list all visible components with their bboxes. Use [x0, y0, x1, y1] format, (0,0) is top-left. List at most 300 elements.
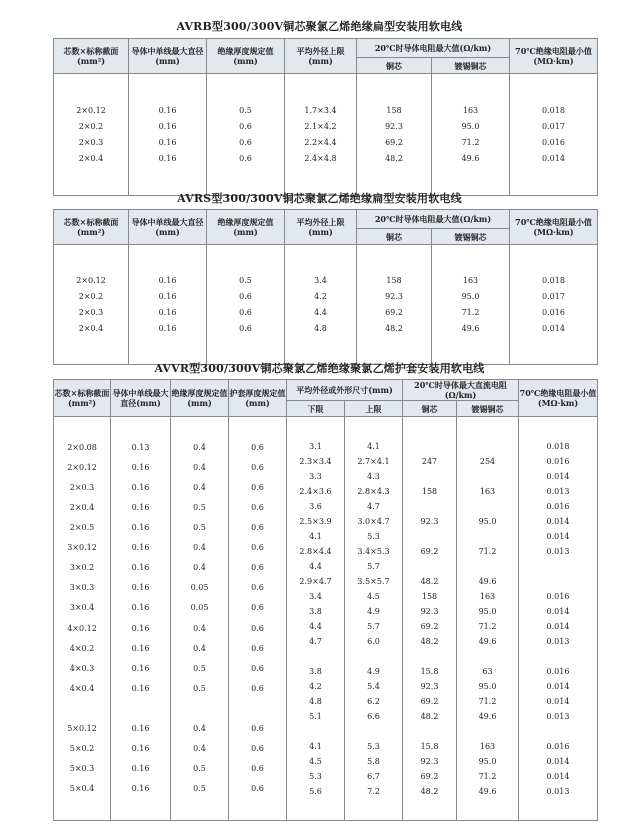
column-outer-diameter	[285, 245, 357, 365]
cell: 0.6	[251, 663, 264, 673]
cell	[403, 649, 456, 664]
cell: 0.016	[542, 307, 565, 317]
cell: 0.018	[546, 441, 570, 451]
cell: 0.6	[251, 784, 264, 794]
cell: 4×0.3	[69, 663, 95, 673]
cell: 0.014	[546, 771, 570, 781]
cell: 4.9	[367, 606, 380, 616]
cell: 0.16	[131, 683, 150, 693]
cell: 4×0.4	[69, 683, 95, 693]
header-insulation: 绝缘厚度规定值(mm)	[171, 380, 229, 417]
cell: 71.2	[461, 137, 480, 147]
cell: 0.6	[251, 502, 264, 512]
cell: 0.6	[239, 323, 252, 333]
cell: 15.8	[420, 741, 439, 751]
cell: 3×0.3	[69, 583, 95, 593]
cell: 0.4	[193, 643, 206, 653]
cell: 0.014	[546, 471, 570, 481]
cell: 0.4	[193, 723, 206, 733]
table2-title: AVRS型300/300V铜芯聚氯乙烯绝缘扁型安装用软电线	[177, 192, 462, 205]
cell	[171, 699, 228, 719]
cell: 2×0.2	[78, 121, 104, 131]
cell: 92.3	[420, 606, 439, 616]
header-resistance: 20℃时导体电阻最大值(Ω/km)	[357, 210, 510, 229]
cell	[457, 439, 518, 454]
header-section: 芯数×标称截面(mm²)	[54, 210, 129, 245]
cell: 0.5	[193, 502, 206, 512]
cell	[457, 499, 518, 514]
header-tinned-copper: 镀锡铜芯	[432, 58, 510, 74]
cell: 0.013	[546, 546, 570, 556]
cell: 4.8	[309, 696, 322, 706]
cell: 49.6	[461, 153, 480, 163]
cell: 5×0.12	[67, 723, 97, 733]
cell	[519, 559, 597, 574]
cell: 0.16	[158, 121, 177, 131]
cell	[287, 724, 344, 739]
cell: 2×0.4	[78, 153, 104, 163]
cell: 0.05	[190, 583, 209, 593]
cell: 0.6	[251, 643, 264, 653]
cell: 5×0.2	[69, 744, 95, 754]
cell: 0.014	[546, 681, 570, 691]
cell: 0.16	[131, 563, 150, 573]
cell: 4.9	[367, 666, 380, 676]
cell: 48.2	[385, 323, 403, 333]
cell: 2.4×3.6	[299, 486, 332, 496]
cell: 49.6	[478, 786, 497, 796]
cell: 0.4	[193, 563, 206, 573]
cell: 0.016	[546, 591, 570, 601]
cell: 0.5	[239, 105, 252, 115]
header-copper: 铜芯	[357, 229, 432, 245]
header-outer-diameter: 平均外径上限(mm)	[285, 39, 357, 74]
cell: 5×0.4	[69, 784, 95, 794]
cell: 0.16	[131, 723, 150, 733]
cell: 0.017	[542, 291, 565, 301]
cell	[403, 724, 456, 739]
cell: 0.6	[251, 563, 264, 573]
cell: 4.4	[309, 621, 322, 631]
header-copper: 铜芯	[357, 58, 432, 74]
cell: 0.6	[251, 482, 264, 492]
cell: 0.014	[546, 696, 570, 706]
cell: 0.5	[193, 764, 206, 774]
cell: 0.16	[131, 603, 150, 613]
column-diameter	[111, 417, 171, 821]
cell: 0.5	[193, 523, 206, 533]
cell: 163	[479, 486, 496, 496]
cell: 0.16	[131, 462, 150, 472]
cell: 0.16	[158, 291, 177, 301]
cell: 0.013	[546, 636, 570, 646]
cell: 49.6	[478, 636, 497, 646]
cell: 163	[479, 741, 496, 751]
cell: 15.8	[420, 666, 439, 676]
cell: 0.013	[546, 711, 570, 721]
cell: 0.16	[131, 623, 150, 633]
cell: 0.016	[546, 456, 570, 466]
cell	[111, 699, 170, 719]
column-diameter	[129, 74, 207, 196]
cell	[457, 559, 518, 574]
cell	[403, 559, 456, 574]
cell: 0.013	[546, 786, 570, 796]
cell: 0.05	[190, 603, 209, 613]
cell: 0.013	[546, 486, 570, 496]
cell: 3.4	[314, 275, 327, 285]
cell: 0.014	[542, 323, 565, 333]
column-upper	[345, 417, 403, 821]
cell: 92.3	[385, 291, 403, 301]
cell	[457, 529, 518, 544]
cell: 0.16	[131, 744, 150, 754]
cell: 0.6	[251, 623, 264, 633]
cell: 92.3	[420, 516, 439, 526]
cell: 0.6	[251, 583, 264, 593]
cell: 95.0	[478, 606, 497, 616]
cell	[403, 439, 456, 454]
header-insulation: 绝缘厚度规定值(mm)	[207, 210, 285, 245]
cell: 163	[462, 275, 479, 285]
column-sheath	[229, 417, 287, 821]
column-insulation-resistance	[510, 245, 598, 365]
cell: 4.1	[309, 741, 322, 751]
header-tinned-copper: 镀锡铜芯	[432, 229, 510, 245]
cell: 5.6	[309, 786, 322, 796]
cell: 0.6	[251, 523, 264, 533]
cell: 0.6	[251, 764, 264, 774]
header-diameter: 导体中单线最大直径(mm)	[129, 210, 207, 245]
cell: 158	[386, 105, 402, 115]
cell: 2×0.12	[76, 275, 106, 285]
cell: 71.2	[478, 621, 497, 631]
cell: 5.3	[367, 531, 380, 541]
cell	[403, 499, 456, 514]
cell: 0.4	[193, 462, 206, 472]
cell: 69.2	[420, 546, 439, 556]
cell: 5.7	[367, 561, 380, 571]
table3	[53, 379, 598, 821]
column-diameter	[129, 245, 207, 365]
column-section	[54, 417, 111, 821]
cell: 5.8	[367, 756, 380, 766]
cell: 4.7	[367, 501, 380, 511]
cell: 3.3	[309, 471, 322, 481]
cell: 0.16	[131, 502, 150, 512]
cell: 254	[479, 456, 496, 466]
cell: 7.2	[367, 786, 380, 796]
header-lower: 下限	[287, 401, 345, 417]
cell: 2×0.3	[78, 137, 104, 147]
cell: 2.3×3.4	[299, 456, 332, 466]
cell: 2.5×3.9	[299, 516, 332, 526]
cell: 0.017	[542, 121, 565, 131]
cell: 4.5	[367, 591, 380, 601]
cell	[229, 699, 286, 719]
cell: 5.3	[309, 771, 322, 781]
cell: 0.6	[239, 121, 252, 131]
header-outer-dimension: 平均外径或外形尺寸(mm)	[287, 380, 403, 401]
cell: 6.7	[367, 771, 380, 781]
cell: 48.2	[420, 636, 439, 646]
header-upper: 上限	[345, 401, 403, 417]
column-insulation	[207, 245, 285, 365]
cell: 0.6	[251, 462, 264, 472]
cell: 3.8	[309, 606, 322, 616]
cell: 63	[482, 666, 493, 676]
column-outer-diameter	[285, 74, 357, 196]
cell: 49.6	[478, 576, 497, 586]
cell: 2.8×4.4	[299, 546, 332, 556]
cell: 3×0.2	[69, 563, 95, 573]
cell: 0.6	[239, 307, 252, 317]
cell	[345, 724, 402, 739]
cell: 5.4	[367, 681, 380, 691]
cell: 0.014	[546, 606, 570, 616]
column-section	[54, 74, 129, 196]
cell: 71.2	[478, 771, 497, 781]
cell: 0.6	[251, 543, 264, 553]
cell: 71.2	[478, 546, 497, 556]
cell: 95.0	[478, 516, 497, 526]
column-tinned-copper	[457, 417, 519, 821]
cell: 0.014	[546, 756, 570, 766]
cell: 2.4×4.8	[304, 153, 337, 163]
cell	[54, 699, 110, 719]
header-insulation-resistance: 70℃绝缘电阻最小值(MΩ·km)	[510, 39, 598, 74]
cell: 3.4	[309, 591, 322, 601]
cell: 0.16	[158, 137, 177, 147]
cell: 5.1	[309, 711, 322, 721]
cell: 3.5×5.7	[357, 576, 390, 586]
cell: 4×0.2	[69, 643, 95, 653]
table1	[53, 38, 598, 196]
cell: 0.016	[546, 741, 570, 751]
cell: 0.5	[193, 784, 206, 794]
cell: 0.6	[239, 153, 252, 163]
cell	[519, 649, 597, 664]
cell: 6.0	[367, 636, 380, 646]
cell: 0.16	[158, 307, 177, 317]
cell: 6.2	[367, 696, 380, 706]
cell: 95.0	[461, 291, 480, 301]
cell: 4.2	[314, 291, 327, 301]
column-tinned-copper	[432, 74, 510, 196]
cell: 4.3	[367, 471, 380, 481]
cell: 163	[462, 105, 479, 115]
cell: 49.6	[478, 711, 497, 721]
cell: 48.2	[420, 786, 439, 796]
cell: 48.2	[420, 576, 439, 586]
header-sheath: 护套厚度规定值(mm)	[229, 380, 287, 417]
cell: 1.7×3.4	[304, 105, 337, 115]
cell: 92.3	[385, 121, 403, 131]
cell: 0.4	[193, 744, 206, 754]
cell: 0.018	[542, 275, 565, 285]
cell: 0.014	[546, 516, 570, 526]
cell: 0.4	[193, 442, 206, 452]
cell: 2×0.08	[67, 442, 97, 452]
cell: 69.2	[385, 307, 403, 317]
cell: 48.2	[385, 153, 403, 163]
cell	[345, 649, 402, 664]
cell: 0.16	[131, 523, 150, 533]
cell: 2×0.2	[78, 291, 104, 301]
cell: 4.4	[309, 561, 322, 571]
cell: 92.3	[420, 681, 439, 691]
header-resistance: 20℃时导体最大直流电阻(Ω/km)	[403, 380, 519, 401]
cell: 163	[479, 591, 496, 601]
cell: 0.16	[158, 153, 177, 163]
cell: 0.016	[542, 137, 565, 147]
header-tinned-copper: 镀锡铜芯	[457, 401, 519, 417]
cell: 71.2	[478, 696, 497, 706]
cell: 0.13	[131, 442, 150, 452]
cell: 3×0.12	[67, 543, 97, 553]
cell: 2×0.12	[67, 462, 97, 472]
cell: 0.018	[542, 105, 565, 115]
cell: 0.016	[546, 666, 570, 676]
cell: 4×0.12	[67, 623, 97, 633]
cell: 0.4	[193, 482, 206, 492]
header-section: 芯数×标称截面(mm²)	[54, 39, 129, 74]
cell: 158	[421, 591, 438, 601]
table1-title: AVRB型300/300V铜芯聚氯乙烯绝缘扁型安装用软电线	[176, 20, 463, 33]
cell	[403, 529, 456, 544]
cell: 95.0	[478, 756, 497, 766]
cell: 5.7	[367, 621, 380, 631]
cell: 3.8	[309, 666, 322, 676]
header-outer-diameter: 平均外径上限(mm)	[285, 210, 357, 245]
cell	[457, 649, 518, 664]
cell: 3×0.4	[69, 603, 95, 613]
cell: 0.5	[193, 663, 206, 673]
cell	[457, 724, 518, 739]
header-diameter: 导体中单线最大直径(mm)	[129, 39, 207, 74]
column-insulation	[171, 417, 229, 821]
cell: 4.7	[309, 636, 322, 646]
column-insulation	[207, 74, 285, 196]
cell: 2×0.3	[69, 482, 95, 492]
cell: 2.7×4.1	[357, 456, 390, 466]
cell	[519, 574, 597, 589]
cell: 0.4	[193, 623, 206, 633]
cell: 95.0	[478, 681, 497, 691]
cell: 69.2	[385, 137, 403, 147]
cell: 3.4×5.3	[357, 546, 390, 556]
cell: 69.2	[420, 696, 439, 706]
cell: 69.2	[420, 621, 439, 631]
cell: 0.4	[193, 543, 206, 553]
cell: 92.3	[420, 756, 439, 766]
column-section	[54, 245, 129, 365]
cell: 3.0×4.7	[357, 516, 390, 526]
header-insulation-resistance: 70℃绝缘电阻最小值(MΩ·km)	[519, 380, 598, 417]
cell: 247	[421, 456, 438, 466]
cell: 0.6	[251, 744, 264, 754]
cell: 0.016	[546, 501, 570, 511]
cell: 0.16	[131, 583, 150, 593]
cell	[457, 469, 518, 484]
header-diameter: 导体中单线最大直径(mm)	[111, 380, 171, 417]
cell: 0.5	[193, 683, 206, 693]
cell: 0.014	[542, 153, 565, 163]
cell: 0.16	[131, 543, 150, 553]
cell: 0.014	[546, 621, 570, 631]
column-copper	[403, 417, 457, 821]
table3-title: AVVR型300/300V铜芯聚氯乙烯绝缘聚氯乙烯护套安装用软电线	[154, 362, 485, 375]
cell: 0.16	[131, 784, 150, 794]
cell: 3.6	[309, 501, 322, 511]
column-insulation-resistance	[510, 74, 598, 196]
header-insulation-resistance: 70℃绝缘电阻最小值(MΩ·km)	[510, 210, 598, 245]
column-tinned-copper	[432, 245, 510, 365]
cell: 0.16	[158, 275, 177, 285]
cell: 0.6	[251, 603, 264, 613]
cell: 4.5	[309, 756, 322, 766]
cell: 2.9×4.7	[299, 576, 332, 586]
header-copper: 铜芯	[403, 401, 457, 417]
cell: 158	[386, 275, 402, 285]
cell: 4.4	[314, 307, 327, 317]
column-insulation-resistance	[519, 417, 598, 821]
cell: 2.1×4.2	[304, 121, 337, 131]
cell: 2×0.5	[69, 523, 95, 533]
cell: 0.16	[131, 663, 150, 673]
table2	[53, 209, 598, 365]
cell: 0.014	[546, 531, 570, 541]
cell	[519, 724, 597, 739]
cell: 0.16	[158, 105, 177, 115]
cell: 2.8×4.3	[357, 486, 390, 496]
cell: 6.6	[367, 711, 380, 721]
cell: 0.6	[251, 442, 264, 452]
cell: 49.6	[461, 323, 480, 333]
cell: 0.6	[239, 137, 252, 147]
column-copper	[357, 245, 432, 365]
cell: 4.8	[314, 323, 327, 333]
cell: 0.16	[131, 643, 150, 653]
header-section: 芯数×标称截面(mm²)	[54, 380, 111, 417]
cell: 48.2	[420, 711, 439, 721]
cell: 69.2	[420, 771, 439, 781]
cell: 3.1	[309, 441, 322, 451]
cell: 95.0	[461, 121, 480, 131]
cell: 2×0.4	[69, 502, 95, 512]
cell	[403, 469, 456, 484]
column-copper	[357, 74, 432, 196]
cell: 0.16	[158, 323, 177, 333]
cell: 2×0.12	[76, 105, 106, 115]
cell: 0.16	[131, 764, 150, 774]
cell: 0.6	[239, 291, 252, 301]
cell: 5×0.3	[69, 764, 95, 774]
cell: 71.2	[461, 307, 480, 317]
cell: 0.5	[239, 275, 252, 285]
cell	[287, 649, 344, 664]
cell: 0.6	[251, 683, 264, 693]
cell: 4.1	[309, 531, 322, 541]
cell: 4.1	[367, 441, 380, 451]
cell: 2.2×4.4	[304, 137, 337, 147]
cell: 2×0.3	[78, 307, 104, 317]
cell: 4.2	[309, 681, 322, 691]
cell: 158	[421, 486, 438, 496]
header-insulation: 绝缘厚度规定值(mm)	[207, 39, 285, 74]
cell: 5.3	[367, 741, 380, 751]
cell: 2×0.4	[78, 323, 104, 333]
